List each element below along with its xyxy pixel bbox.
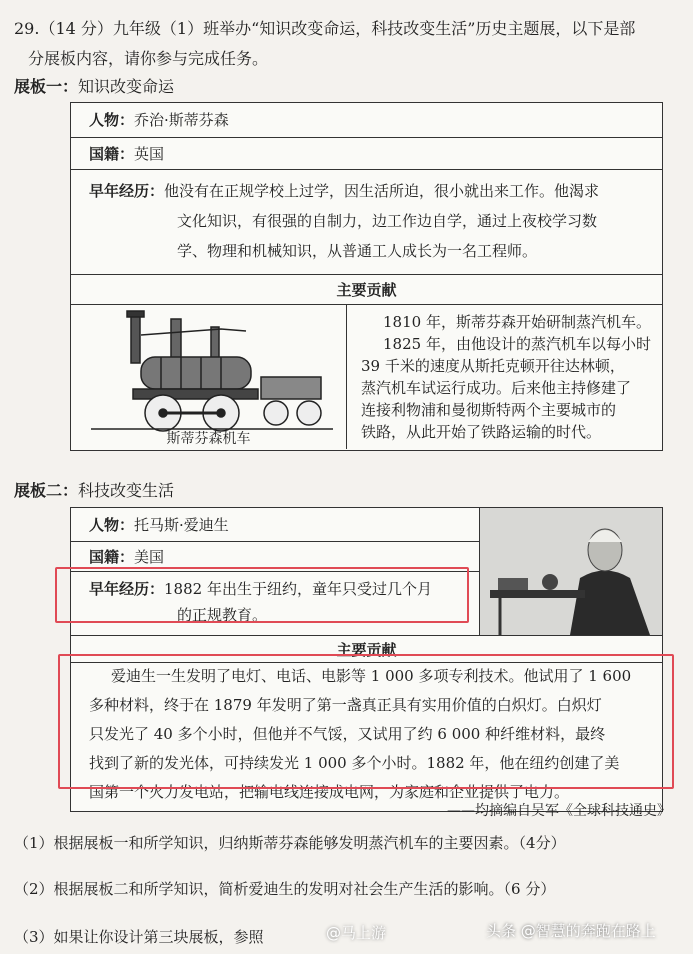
board1-nationality: 英国 (134, 145, 165, 163)
board2-label (14, 478, 174, 501)
board2-early-label: 早年经历： (89, 580, 165, 598)
source-citation: ——均摘编自吴军《全球科技通史》 (447, 803, 671, 819)
board1-contrib-line2: 1825 年，由他设计的蒸汽机车以每小时 (383, 335, 651, 353)
board1-early-line1: 他没有在正规学校上过学，因生活所迫，很小就出来工作。他渴求 (164, 182, 600, 200)
board1-early-row (71, 170, 662, 275)
watermark-right: 头条 @智慧的奔跑在路上 (486, 922, 656, 940)
board2-early-line2: 的正规教育。 (177, 606, 268, 624)
board1-contrib-text (361, 311, 661, 443)
board2-nationality-label: 国籍： (89, 548, 135, 566)
board1-contrib-line1: 1810 年，斯蒂芬森开始研制蒸汽机车。 (383, 313, 651, 331)
board2-contrib-line4: 找到了新的发光体，可持续发光 1 000 多个小时。1882 年，他在纽约创建了美 (89, 754, 620, 772)
board1-person-row (71, 103, 662, 138)
question-title-line2: 分展板内容，请你参与完成任务。 (28, 49, 269, 68)
board2-contrib-line3: 只发光了 40 多个小时，但他并不气馁，又试用了约 6 000 种纤维材料，最终 (89, 725, 606, 743)
board2-name: 科技改变生活 (78, 481, 175, 500)
board1-image-cell (71, 305, 347, 449)
board1-name: 知识改变命运 (78, 77, 175, 96)
board1-contrib-line6: 铁路，从此开始了铁路运输的时代。 (361, 423, 602, 441)
board1-contrib-line3: 39 千米的速度从斯托克顿开往达林顿， (361, 357, 625, 375)
board1-nationality-row (71, 138, 662, 170)
question-title-line1: 29.（14 分）九年级（1）班举办“知识改变命运，科技改变生活”历史主题展，以下是部 (14, 19, 636, 38)
sub-question-1: （1）根据展板一和所学知识，归纳斯蒂芬森能够发明蒸汽机车的主要因素。（4分） (14, 834, 566, 852)
board1-label-text: 展板一： (14, 77, 79, 96)
board2-nationality: 美国 (134, 548, 165, 566)
question-title (14, 14, 679, 74)
sub-question-2: （2）根据展板二和所学知识，简析爱迪生的发明对社会生产生活的影响。（6 分） (14, 880, 556, 898)
board2-contrib-line1: 爱迪生一生发明了电灯、电话、电影等 1 000 多项专利技术。他试用了 1 600 (111, 667, 632, 685)
board2-label-text: 展板二： (14, 481, 79, 500)
board2-contrib-line2: 多种材料，终于在 1879 年发明了第一盏真正具有实用价值的白炽灯。白炽灯 (89, 696, 602, 714)
board1-contrib-line4: 蒸汽机车试运行成功。后来他主持修建了 (361, 379, 632, 397)
board2-early-line1: 1882 年出生于纽约，童年只受过几个月 (164, 580, 432, 598)
board1-table (70, 102, 663, 451)
board1-early-line2: 文化知识，有很强的自制力，边工作边自学，通过上夜校学习数 (177, 212, 598, 230)
early-life-highlight-box (55, 567, 469, 623)
board1-person-label: 人物： (89, 111, 135, 129)
board2-person-label: 人物： (89, 516, 135, 534)
board1-image-caption: 斯蒂芬森机车 (166, 431, 251, 447)
board2-contrib-line5: 国第一个火力发电站，把输电线连接成电网，为家庭和企业提供了电力。 (89, 783, 570, 801)
board1-label (14, 74, 174, 97)
board2-contrib-header: 主要贡献 (71, 635, 662, 663)
board1-person: 乔治·斯蒂芬森 (134, 111, 229, 129)
board1-contrib-row (71, 305, 662, 449)
board2-person-row (71, 508, 479, 542)
board1-early-line3: 学、物理和机械知识，从普通工人成长为一名工程师。 (177, 242, 538, 260)
contribution-highlight-box (58, 654, 674, 789)
board2-person: 托马斯·爱迪生 (134, 516, 229, 534)
board1-contrib-line5: 连接利物浦和曼彻斯特两个主要城市的 (361, 401, 617, 419)
edison-photo (480, 508, 662, 635)
sub-question-3: （3）如果让你设计第三块展板，参照 (14, 928, 264, 946)
watermark-left: @马上游 (326, 924, 387, 942)
board1-early-label: 早年经历： (89, 182, 165, 200)
edison-portrait (480, 508, 662, 635)
board1-nationality-label: 国籍： (89, 145, 135, 163)
board1-contrib-header: 主要贡献 (71, 275, 662, 305)
